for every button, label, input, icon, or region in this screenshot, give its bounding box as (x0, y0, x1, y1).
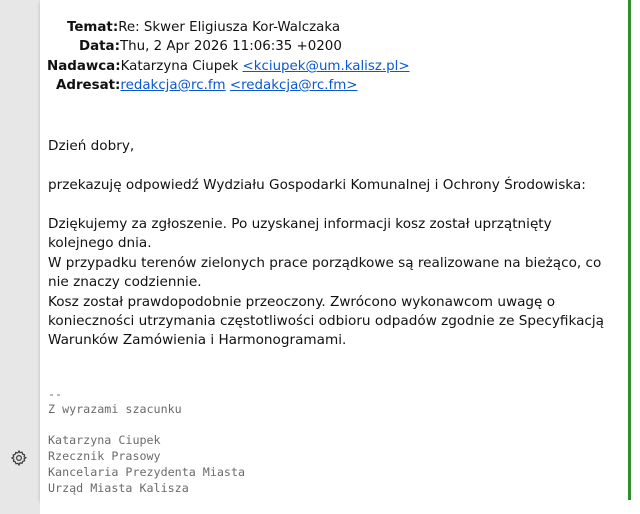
date-row (79, 38, 342, 55)
intro-text: przekazuję odpowiedź Wydziału Gospodarki Komunalnej i Ochrony Środowiska: (48, 177, 586, 193)
to-label: Adresat: (56, 78, 121, 93)
from-label: Nadawca: (47, 59, 121, 74)
left-sidebar (0, 0, 40, 514)
gear-icon[interactable] (10, 449, 28, 467)
from-email-link[interactable]: <kciupek@um.kalisz.pl> (242, 59, 410, 74)
signature-separator: -- (48, 387, 63, 401)
to-email-bracket-link[interactable]: <redakcja@rc.fm> (229, 78, 358, 93)
from-name: Katarzyna Ciupek (120, 59, 239, 74)
message-pane (40, 0, 628, 500)
date-value: Thu, 2 Apr 2026 11:06:35 +0200 (119, 39, 342, 54)
subject-value: Re: Skwer Eligiusza Kor-Walczaka (118, 20, 341, 35)
body-paragraph-2: W przypadku terenów zielonych prace porządkowe są realizowane na bieżąco, co nie znaczy codziennie. (48, 255, 602, 291)
bottom-gutter (40, 500, 640, 514)
signature-name: Katarzyna Ciupek (48, 433, 161, 447)
signature-closing: Z wyrazami szacunku (48, 402, 182, 416)
body-paragraph-1: Dziękujemy za zgłoszenie. Po uzyskanej informacji kosz został uprzątnięty kolejnego dnia. (48, 216, 552, 252)
body-paragraph-3: Kosz został prawdopodobnie przeoczony. Zwrócono wykonawcom uwagę o konieczności utrzymania częstotliwości odbioru odpadów zgodnie ze Specyfikacją Warunków Zamówienia i Harmonogramami. (48, 294, 604, 349)
subject-row (67, 19, 340, 36)
to-row (56, 77, 357, 94)
signature-title: Rzecznik Prasowy (48, 449, 161, 463)
subject-label: Temat: (67, 20, 119, 35)
signature-organization: Urząd Miasta Kalisza (48, 481, 189, 495)
greeting-text: Dzień dobry, (48, 138, 135, 154)
right-gutter (631, 0, 640, 514)
from-row (47, 58, 410, 75)
date-label: Data: (79, 39, 120, 54)
signature-department: Kancelaria Prezydenta Miasta (48, 465, 246, 479)
to-email-link[interactable]: redakcja@rc.fm (120, 78, 226, 93)
